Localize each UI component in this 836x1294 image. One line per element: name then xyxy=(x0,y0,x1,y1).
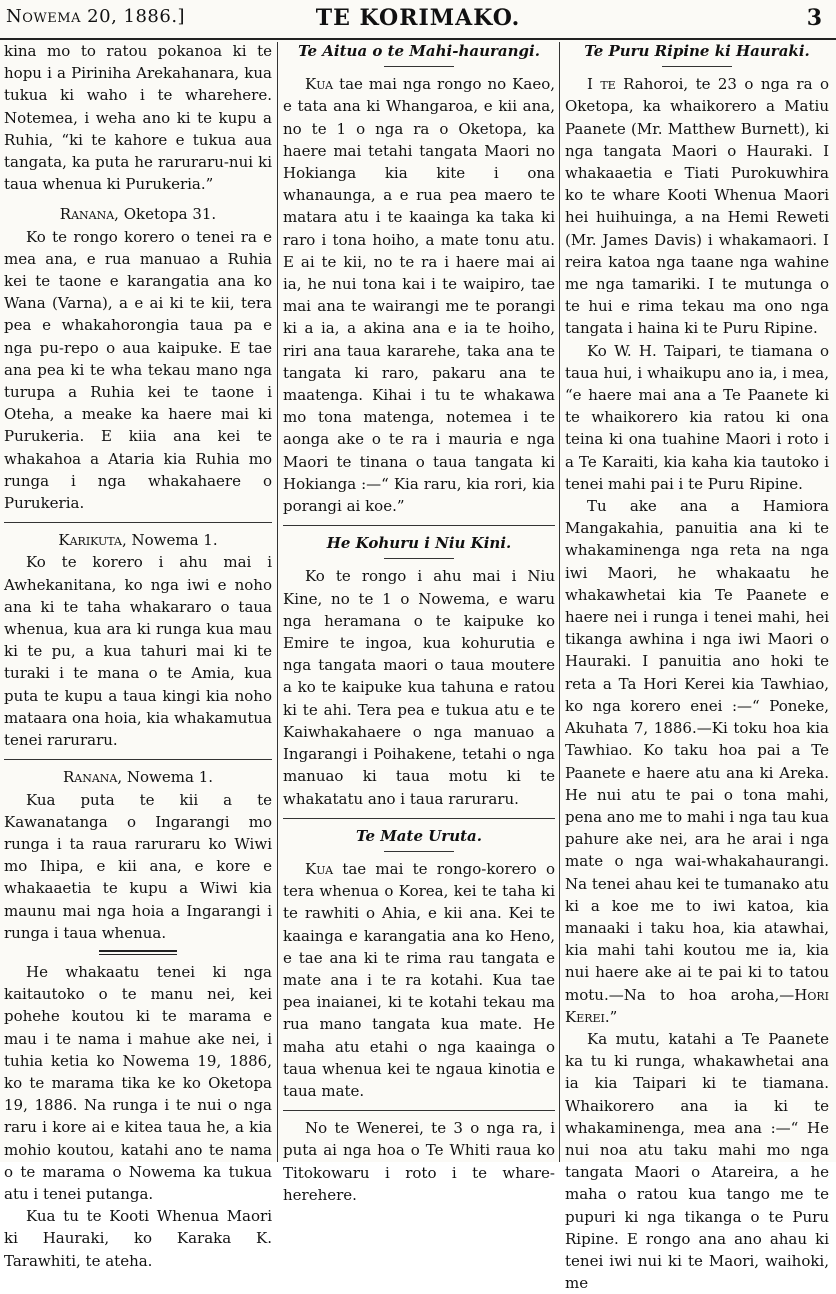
article-paragraph: Kua tae mai nga rongo no Kaeo, e tata ana ki Whangaroa, e kii ana, no te 1 o nga ra o Oketopa, ka haere mai tetahi tangata Maori no Hokianga kia kite i ona whanaunga, a e rua pea maero te matara atu i te kaainga ka taka ki raro i tona hoiho, a mate tonu atu. E ai te kii, no te ra i haere mai ai ia, he nui tona kai i te waipiro, tae mai ana te wairangi me te porangi ki a ia, a akina ana e ia te hoiho, riri ana taua kararehe, taka ana te tangata ki raro, pakaru ana te maatenga. Kihai i tu te whakawa mo tona matenga, notemea i te aonga ake o te ra i mauria e nga Maori te tinana o taua tangata ki Hokianga :—“ Kia raru, kia rori, kia porangi ai koe.” xyxy=(283,75,555,516)
page-header xyxy=(0,0,836,40)
dateline: Karikuta, Nowema 1. xyxy=(58,531,218,550)
article-paragraph: Tu ake ana a Hamiora Mangakahia, panuitia ana ki te whakaminenga nga reta na nga iwi Maori, he whakaatu he whakawhetai kia Te Paanete e haere nei i runga i tenei mahi, hei tikanga awhina i nga iwi Maori o Hauraki. I panuitia ano hoki te reta a Ta Hori Kerei kia Tawhiao, ko nga korero enei :—“ Poneke, Akuhata 7, 1886.—Ki toku hoa kia Tawhiao. Ko taku hoa pai a Te Paanete e haere atu ana ki Areka. He nui atu te pai o tona mahi, pena ano me to mahi i nga tau kua pahure ake nei, ara he arai i nga mate o nga wai-whakahaurangi. Na tenei ahau kei te tumanako atu ki a koe me to iwi katoa, kia manaaki i taku hoa, kia atawhai, kia mahi tahi koutou me ia, kia nui haere ake ai te pai ki to tatou motu.—Na to hoa aroha,—Hori Kerei.” xyxy=(565,497,830,1026)
column-1 xyxy=(4,40,272,1270)
issue-date: Nowema 20, 1886.] xyxy=(6,6,186,27)
article-heading: Te Aitua o te Mahi-haurangi. xyxy=(298,42,540,60)
article-heading: Te Puru Ripine ki Hauraki. xyxy=(584,42,810,60)
column-2 xyxy=(283,40,555,1204)
article-paragraph: Kua puta te kii a te Kawanatanga o Ingarangi mo runga i ta raua raruraru ko Wiwi mo Ihipa, e kii ana, e kore e whakaaetia te kupu a Wiwi kia maunu mai nga hoia a Ingarangi i runga i taua whenua. xyxy=(4,790,272,942)
article-paragraph: Kua tu te Kooti Whenua Maori ki Hauraki, ko Karaka K. Tarawhiti, te ateha. xyxy=(4,1207,272,1270)
section-divider xyxy=(4,759,272,760)
section-divider xyxy=(4,522,272,523)
article-paragraph: Ko te rongo korero o tenei ra e mea ana, e rua manuao a Ruhia kei te taone e karangatia ana ko Wana (Varna), a e ai ki te kii, tera pea e whakahorongia taua pa e nga pu-repo o aua kaipuke. E tae ana pea ki te wha tekau mano nga turupa a Ruhia kei te taone i Oteha, a meake ka haere mai ki Purukeria. E kiia ana kei te whakahoa a Ataria kia Ruhia mo runga i nga whakahaere o Purukeria. xyxy=(4,227,272,513)
heading-rule xyxy=(384,66,454,67)
heading-rule xyxy=(384,851,454,852)
article-paragraph: Ka mutu, katahi a Te Paanete ka tu ki runga, whakawhetai ana ia kia Taipari ki te tiamana. Whaikorero ana ia ki te whakaminenga, mea ana :—“ He nui noa atu taku mahi mo nga tangata Maori o Atareira, a he maha o ratou kua tango me te pupuri ki nga tikanga o te Puru Ripine. E rongo ana ano ahau ki tenei iwi nui ki te Maori, waihoki, me xyxy=(565,1029,829,1293)
dateline: Ranana, Oketopa 31. xyxy=(59,205,217,224)
heading-rule xyxy=(384,558,454,559)
section-divider xyxy=(283,818,555,819)
article-heading: Te Mate Uruta. xyxy=(356,826,482,845)
article-paragraph: Ko W. H. Taipari, te tiamana o taua hui, i whaikupu ano ia, i mea, “e haere mai ana a Te Paanete ki te whaikorero kia ratou ki ona teina ki ona tuahine Maori i roto i a Te Karaiti, kia kaha kia tautoko i tenei mahi pai i te Puru Ripine. xyxy=(565,341,829,493)
heading-rule xyxy=(662,66,732,67)
dateline: Ranana, Nowema 1. xyxy=(62,768,214,787)
newspaper-title: TE KORIMAKO. xyxy=(315,5,521,31)
column-3 xyxy=(565,40,830,1293)
column-rule-2 xyxy=(559,42,560,1162)
column-rule-1 xyxy=(277,42,278,1162)
article-heading: He Kohuru i Niu Kini. xyxy=(326,534,512,553)
article-paragraph: Ko te rongo i ahu mai i Niu Kine, no te 1 o Nowema, e waru nga heramana o te kaipuke ko Emire te ingoa, kua kohurutia e nga tangata maori o taua moutere a ko te kaipuke kua tahuna e ratou ki te ahi. Tera pea e tukua atu e te Kaiwhakahaere o nga manuao a Ingarangi i Poihakene, tetahi o nga manuao ki taua motu ki te whakatatu ano i taua raruraru. xyxy=(283,567,555,808)
ornamental-divider xyxy=(99,950,177,955)
section-divider xyxy=(283,1110,555,1111)
article-paragraph: I te Rahoroi, te 23 o nga ra o Oketopa, ka whaikorero a Matiu Paanete (Mr. Matthew Burnett), ki nga tangata Maori o Hauraki. I whakaaetia e Tiati Purokuwhira ko te whare Kooti Whenua Maori hei huihuinga, a na Hemi Reweti (Mr. James Davis) i whakamaori. I reira katoa nga taane nga wahine me nga tamariki. I te mutunga o te hui e rima tekau ma ono nga tangata i haina ki te Puru Ripine. xyxy=(565,75,829,338)
article-paragraph: Ko te korero i ahu mai i Awhekanitana, ko nga iwi e noho ana ki te taha whakararo o taua whenua, kua ara ki runga kua mau ki te pu, a kua tahuri mai ki te turaki i te mana o te Amia, kua puta te kupu a taua kingi kia noho mataara ona hoia, kia whakamutua tenei raruraru. xyxy=(4,553,272,750)
article-paragraph: He whakaatu tenei ki nga kaitautoko o te manu nei, kei pohehe koutou ki te marama e mau i te nama i mahue ake nei, i tuhia ketia ko Nowema 19, 1886, ko te marama tika ke ko Oketopa 19, 1886. Na runga i te nui o nga raru i kore ai e kitea taua he, a kia mohio koutou, katahi ano te nama o te marama o Nowema ka tukua atu i tenei putanga. xyxy=(4,962,272,1203)
article-paragraph: No te Wenerei, te 3 o nga ra, i puta ai nga hoa o Te Whiti raua ko Titokowaru i roto i te whare-herehere. xyxy=(283,1119,555,1204)
article-paragraph: Kua tae mai te rongo-korero o tera whenua o Korea, kei te taha ki te rawhiti o Ahia, e kii ana. Kei te kaainga e karangatia ana ko Heno, e tae ana ki te rima rau tangata e mate ana i te ra kotahi. Kua tae pea inaianei, ki te kotahi tekau ma rua mano tangata kua mate. He maha atu etahi o nga kaainga o taua whenua kei te ngaua kinotia e taua mate. xyxy=(283,859,555,1100)
signature: Hori Kerei xyxy=(565,985,829,1026)
section-divider xyxy=(283,525,555,526)
article-paragraph: kina mo to ratou pokanoa ki te hopu i a Piriniha Arekahanara, kua tukua ki waho i te wharehere. Notemea, i weha ano ki te kupu a Ruhia, “ki te kahore e tukua aua tangata, ka puta he raruraru-nui ki taua whenua ki Purukeria.” xyxy=(4,42,272,194)
page-number: 3 xyxy=(806,5,822,31)
